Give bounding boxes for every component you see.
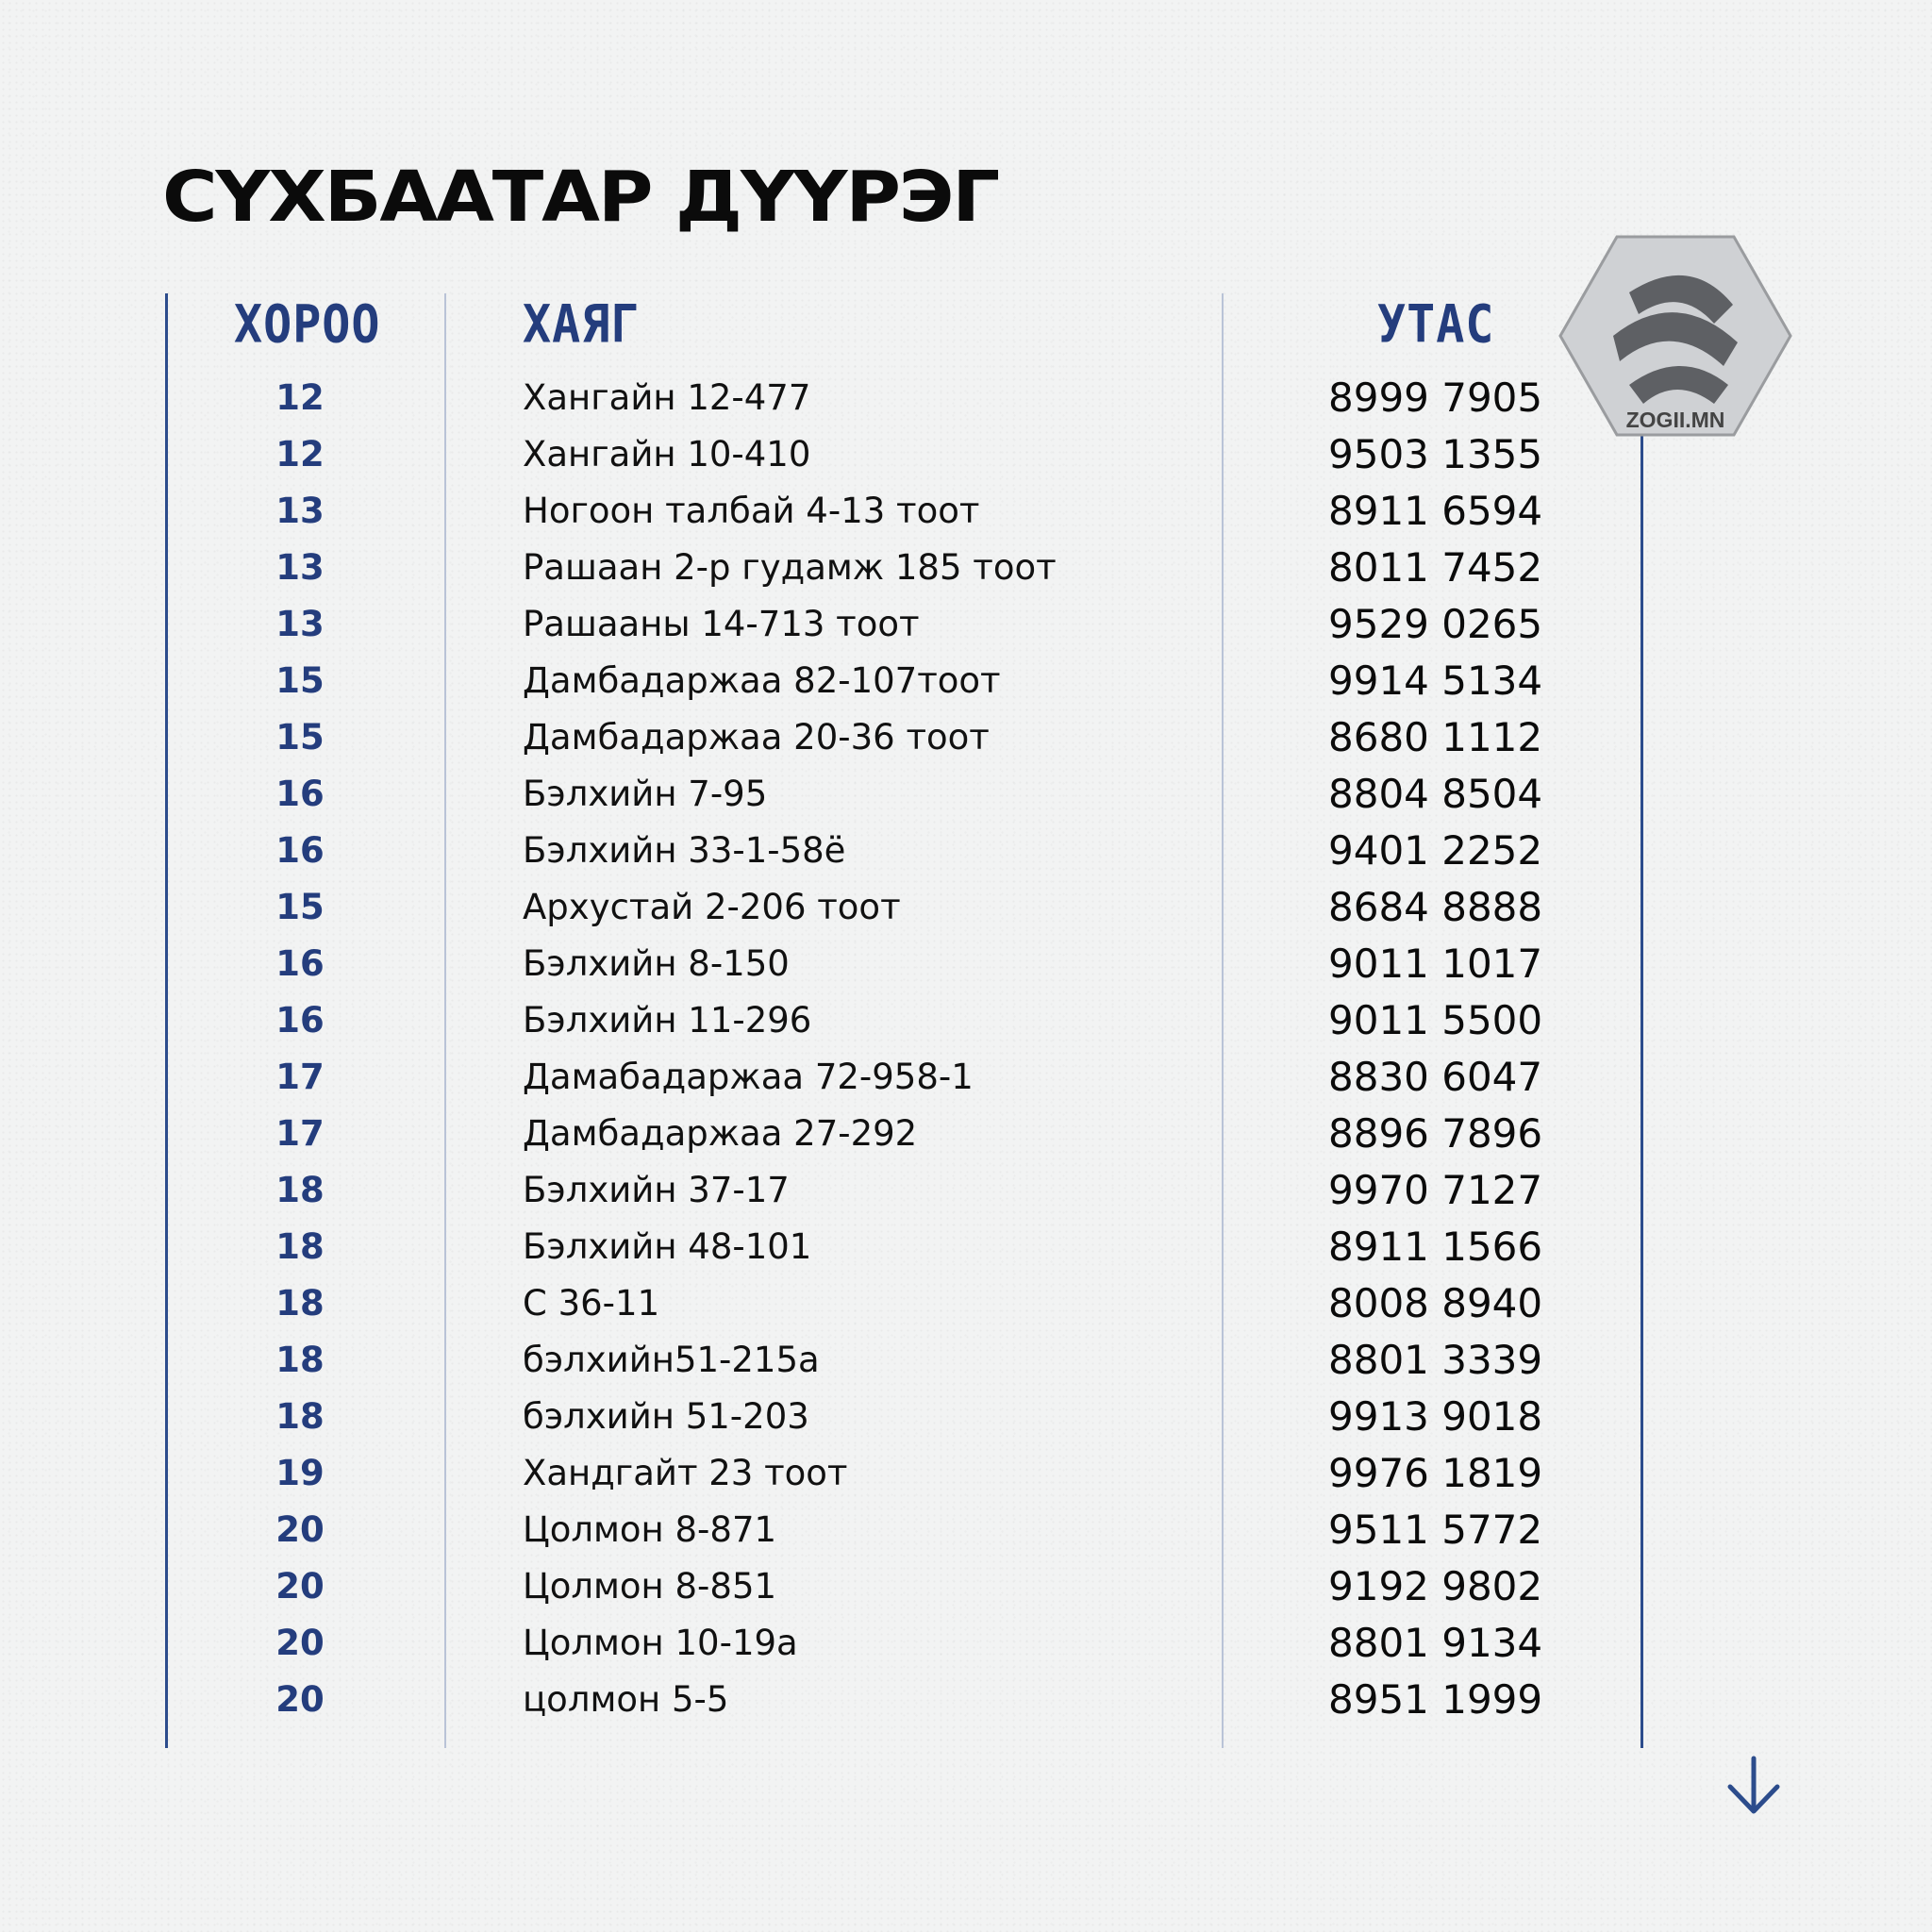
khoroo-cell: 20 [275, 1679, 325, 1720]
khoroo-cell: 19 [275, 1453, 325, 1493]
phone-cell: 9913 9018 [1328, 1393, 1543, 1440]
logo-text: ZOGII.MN [1625, 408, 1725, 432]
table-row [0, 426, 1932, 483]
khoroo-cell: 15 [275, 717, 325, 758]
address-cell: Цолмон 10-19а [523, 1623, 798, 1663]
header-phone: УТАС [1377, 294, 1495, 355]
khoroo-cell: 16 [275, 943, 325, 984]
khoroo-cell: 12 [275, 434, 325, 475]
phone-cell: 8911 1566 [1328, 1224, 1543, 1270]
table-row [0, 992, 1932, 1049]
table-row [0, 1445, 1932, 1502]
address-cell: Цолмон 8-871 [523, 1509, 777, 1550]
table-row [0, 653, 1932, 709]
phone-cell: 8684 8888 [1328, 884, 1543, 930]
phone-cell: 9529 0265 [1328, 601, 1543, 647]
khoroo-cell: 16 [275, 1000, 325, 1041]
table-row [0, 879, 1932, 936]
phone-cell: 9970 7127 [1328, 1167, 1543, 1213]
khoroo-cell: 17 [275, 1113, 325, 1154]
khoroo-cell: 15 [275, 887, 325, 927]
khoroo-cell: 13 [275, 491, 325, 531]
khoroo-cell: 12 [275, 377, 325, 418]
table-row [0, 1106, 1932, 1162]
khoroo-cell: 20 [275, 1623, 325, 1663]
phone-cell: 8008 8940 [1328, 1280, 1543, 1326]
address-cell: С 36-11 [523, 1283, 660, 1324]
address-cell: бэлхийн51-215а [523, 1340, 820, 1380]
phone-cell: 9976 1819 [1328, 1450, 1543, 1496]
phone-cell: 8801 3339 [1328, 1337, 1543, 1383]
table-row [0, 540, 1932, 596]
address-cell: Бэлхийн 8-150 [523, 943, 790, 984]
address-cell: Бэлхийн 7-95 [523, 774, 768, 814]
phone-cell: 8804 8504 [1328, 771, 1543, 817]
address-cell: Хангайн 10-410 [523, 434, 811, 475]
khoroo-cell: 13 [275, 604, 325, 644]
address-cell: Архустай 2-206 тоот [523, 887, 901, 927]
address-cell: Цолмон 8-851 [523, 1566, 777, 1607]
header-khoroo: ХОРОО [234, 294, 381, 355]
table-row [0, 1672, 1932, 1728]
table-row [0, 1389, 1932, 1445]
table-row [0, 370, 1932, 426]
phone-cell: 9011 5500 [1328, 997, 1543, 1043]
khoroo-cell: 13 [275, 547, 325, 588]
address-cell: цолмон 5-5 [523, 1679, 729, 1720]
khoroo-cell: 16 [275, 774, 325, 814]
khoroo-cell: 15 [275, 660, 325, 701]
address-cell: Хангайн 12-477 [523, 377, 811, 418]
phone-cell: 8896 7896 [1328, 1110, 1543, 1157]
address-cell: Бэлхийн 37-17 [523, 1170, 790, 1210]
phone-cell: 9011 1017 [1328, 941, 1543, 987]
address-cell: Дамабадаржаа 72-958-1 [523, 1057, 974, 1097]
table-row [0, 1615, 1932, 1672]
phone-cell: 8999 7905 [1328, 375, 1543, 421]
khoroo-cell: 20 [275, 1509, 325, 1550]
address-cell: Бэлхийн 33-1-58ё [523, 830, 846, 871]
table-row [0, 1162, 1932, 1219]
phone-cell: 8011 7452 [1328, 544, 1543, 591]
table-row [0, 1219, 1932, 1275]
table-row [0, 1275, 1932, 1332]
page-title: СҮХБААТАР ДҮҮРЭГ [162, 157, 999, 238]
address-cell: бэлхийн 51-203 [523, 1396, 809, 1437]
khoroo-cell: 18 [275, 1396, 325, 1437]
address-cell: Дамбадаржаа 20-36 тоот [523, 717, 990, 758]
table-row [0, 596, 1932, 653]
table-row [0, 1558, 1932, 1615]
table-row [0, 1049, 1932, 1106]
phone-cell: 9401 2252 [1328, 827, 1543, 874]
khoroo-cell: 18 [275, 1226, 325, 1267]
khoroo-cell: 18 [275, 1283, 325, 1324]
table-row [0, 483, 1932, 540]
address-cell: Ногоон талбай 4-13 тоот [523, 491, 980, 531]
address-cell: Бэлхийн 48-101 [523, 1226, 812, 1267]
phone-cell: 8830 6047 [1328, 1054, 1543, 1100]
table-row [0, 1502, 1932, 1558]
table-row [0, 823, 1932, 879]
table-row [0, 936, 1932, 992]
phone-cell: 8801 9134 [1328, 1620, 1543, 1666]
phone-cell: 9192 9802 [1328, 1563, 1543, 1609]
phone-cell: 8911 6594 [1328, 488, 1543, 534]
address-cell: Дамбадаржаа 27-292 [523, 1113, 918, 1154]
khoroo-cell: 18 [275, 1170, 325, 1210]
address-cell: Рашааны 14-713 тоот [523, 604, 920, 644]
header-address: ХАЯГ [523, 294, 641, 355]
khoroo-cell: 18 [275, 1340, 325, 1380]
khoroo-cell: 17 [275, 1057, 325, 1097]
arrow-down-icon[interactable] [1723, 1755, 1785, 1817]
table-row [0, 766, 1932, 823]
phone-cell: 9914 5134 [1328, 658, 1543, 704]
khoroo-cell: 20 [275, 1566, 325, 1607]
address-cell: Бэлхийн 11-296 [523, 1000, 812, 1041]
phone-cell: 8951 1999 [1328, 1676, 1543, 1723]
phone-cell: 8680 1112 [1328, 714, 1543, 760]
table-row [0, 1332, 1932, 1389]
table-body [0, 370, 1932, 1728]
phone-cell: 9511 5772 [1328, 1507, 1543, 1553]
address-cell: Дамбадаржаа 82-107тоот [523, 660, 1001, 701]
address-cell: Рашаан 2-р гудамж 185 тоот [523, 547, 1057, 588]
table-row [0, 709, 1932, 766]
phone-cell: 9503 1355 [1328, 431, 1543, 477]
khoroo-cell: 16 [275, 830, 325, 871]
address-cell: Хандгайт 23 тоот [523, 1453, 848, 1493]
